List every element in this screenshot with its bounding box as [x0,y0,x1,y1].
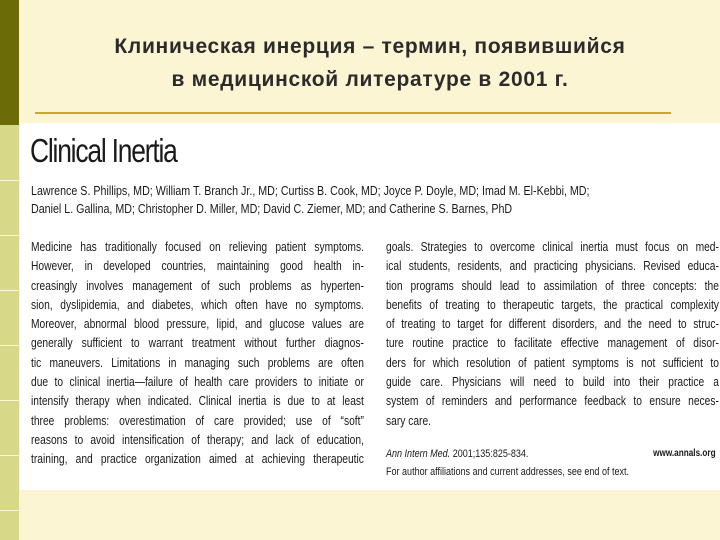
abstract-line: due to clinical inertia—failure of health care providers to initiate or [31,375,364,390]
slide-title-line-1: Клиническая инерция – термин, появившийся [114,35,626,58]
affiliation-note: For author affiliations and current addresses, see end of text. [386,466,630,478]
abstract-line: system of reminders and performance feedback to ensure neces- [386,394,719,409]
abstract-line: However, in developed countries, maintaining good health in- [31,259,364,274]
title-underline-rule [35,112,671,114]
citation-row [386,445,716,463]
abstract-line: tic maneuvers. Limitations in managing such problems are often [31,355,364,370]
slide-title [30,30,710,96]
abstract-line: Medicine has traditionally focused on relieving patient symptoms. [31,240,364,254]
citation-journal: Ann Intern Med. [386,448,451,460]
left-accent-bar-dark [0,0,19,125]
abstract-line: Moreover, abnormal blood pressure, lipid, and glucose values are [31,317,364,332]
authors-line-1: Lawrence S. Phillips, MD; William T. Branch Jr., MD; Curtiss B. Cook, MD; Joyce P. Doyle, MD; Imad M. El-Kebbi, MD; [31,184,590,198]
abstract-line: sion, dyslipidemia, and diabetes, which often have no symptoms. [31,297,364,312]
abstract-line: guide care. Physicians will need to build into their practice a [386,375,719,390]
citation-details: 2001;135:825-834. [450,448,529,460]
abstract-left-column [31,238,364,470]
authors-line-2: Daniel L. Gallina, MD; Christopher D. Miller, MD; David C. Ziemer, MD; and Catherine S. Barnes, PhD [31,202,513,216]
abstract-line: intensify therapy when indicated. Clinical inertia is due to at least [31,394,364,409]
paper-title: Clinical Inertia [30,132,177,169]
citation-block [386,445,716,481]
abstract-line: reasons to avoid intensification of therapy; and lack of education, [31,432,364,447]
abstract-line: tion programs should lead to assimilation of three concepts: the [386,278,719,293]
abstract-line: ders for which resolution of patient symptoms is not sufficient to [386,355,719,370]
abstract-line: ical students, residents, and practicing physicians. Revised educa- [386,259,719,274]
abstract-line: training, and practice organization aimed at achieving therapeutic [31,452,364,467]
abstract-line: of treating to target for different disorders, and the need to struc- [386,317,719,332]
abstract-line: ture routine practice to facilitate effective management of disor- [386,336,719,351]
paper-authors [31,182,715,218]
abstract-line: generally sufficient to warrant treatment without further diagnos- [31,336,364,351]
slide-title-line-2: в медицинской литературе в 2001 г. [171,68,569,91]
paper-excerpt-image [20,123,720,490]
abstract-right-column [386,238,719,431]
abstract-line: creasingly involves management of such problems as hyperten- [31,278,364,293]
left-accent-bar-light [0,125,19,540]
abstract-line: benefits of treating to therapeutic targets, the practical complexity [386,297,719,312]
abstract-line: goals. Strategies to overcome clinical inertia must focus on med- [386,240,719,254]
abstract-line: three problems: overestimation of care provided; use of “soft” [31,413,364,428]
citation-url: www.annals.org [653,448,716,459]
abstract-line: sary care. [386,413,432,428]
